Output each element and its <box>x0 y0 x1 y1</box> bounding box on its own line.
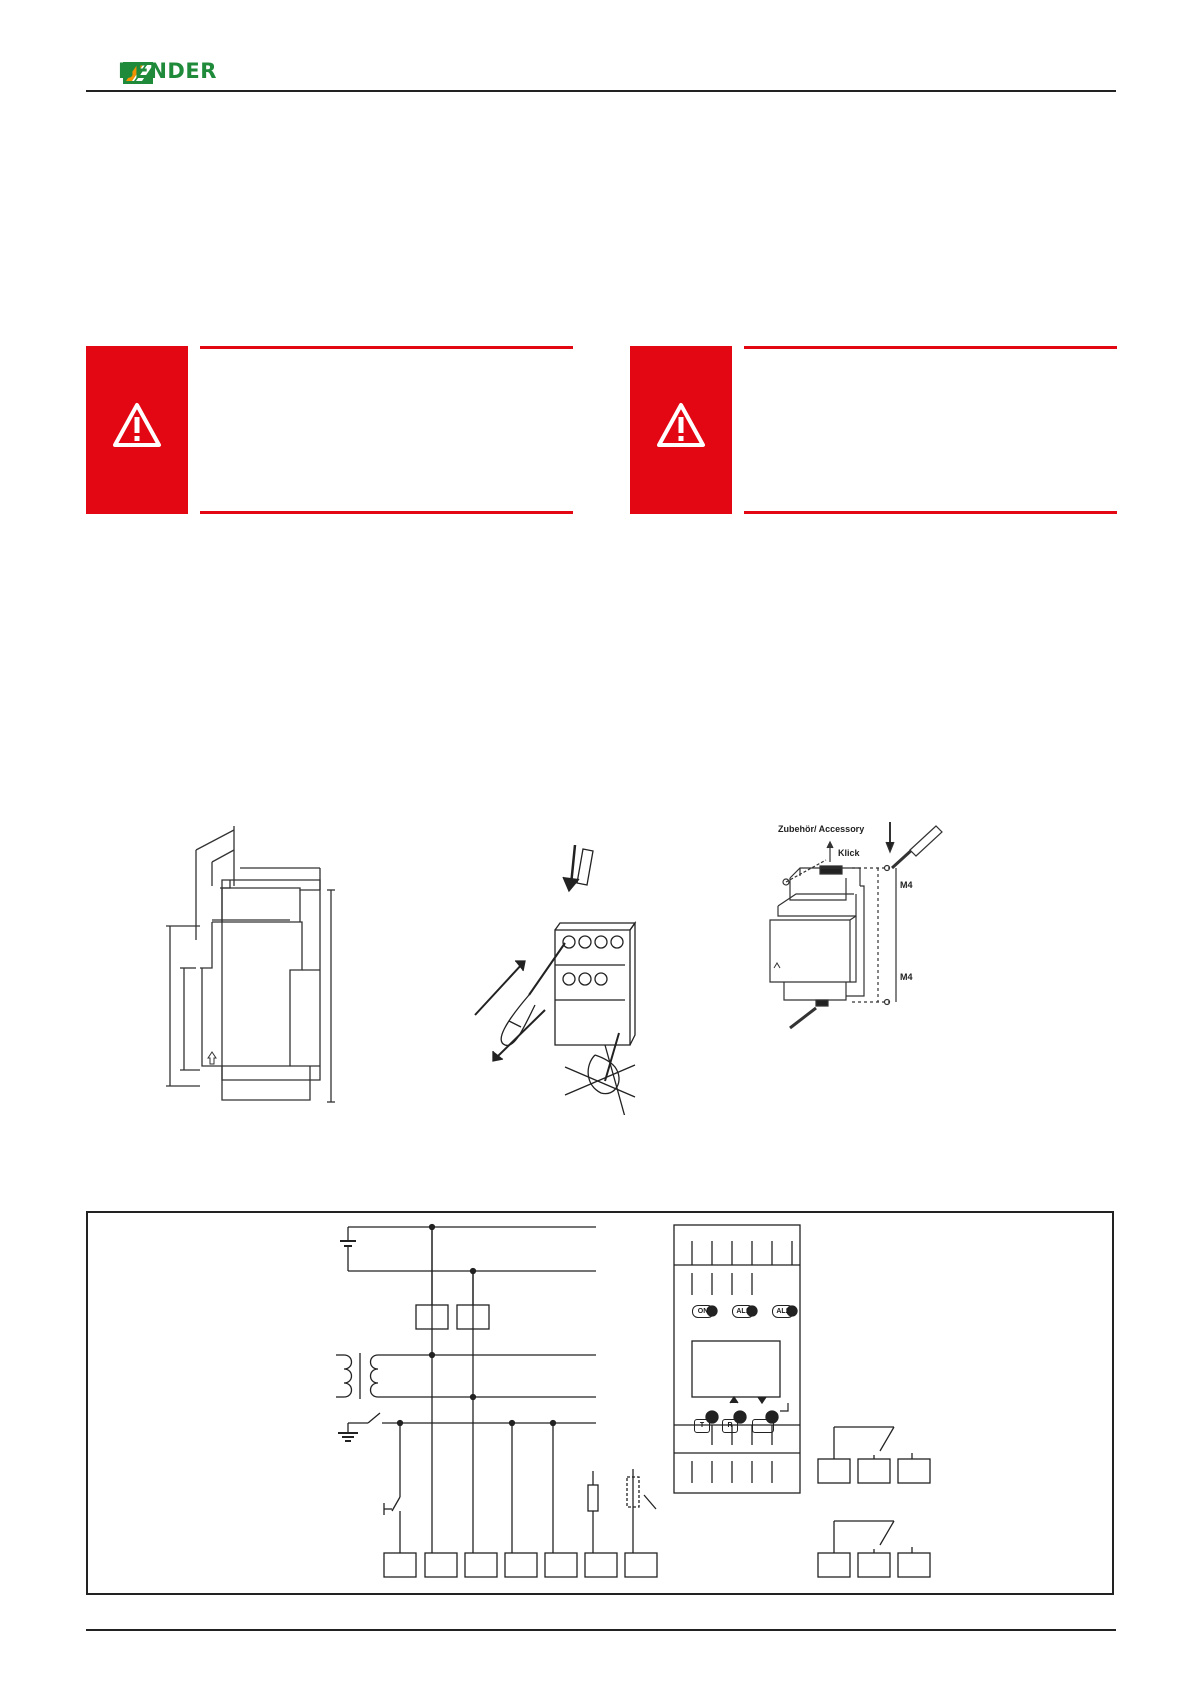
warning-triangle-icon <box>656 402 706 448</box>
reset-button[interactable]: R <box>722 1419 738 1433</box>
terminal-connection-drawing <box>465 845 685 1115</box>
warning-rule-top-left <box>200 346 573 349</box>
warning-rule-bottom-right <box>744 511 1117 514</box>
warning-box-left <box>86 346 188 514</box>
enter-button[interactable] <box>752 1419 774 1433</box>
led-al1-label: AL1 <box>732 1305 754 1318</box>
warning-box-right <box>630 346 732 514</box>
screw-label-top: M4 <box>900 880 913 890</box>
mounting-drawing <box>760 820 950 1110</box>
wiring-diagram <box>86 1211 1114 1595</box>
brand-name: BENDER <box>118 59 217 83</box>
led-on-label: ON <box>692 1305 714 1318</box>
warning-rule-bottom-left <box>200 511 573 514</box>
test-button[interactable]: T <box>694 1419 710 1433</box>
accessory-label: Zubehör/ Accessory <box>778 824 865 834</box>
warning-rule-top-right <box>744 346 1117 349</box>
click-label: Klick <box>838 848 860 858</box>
warning-triangle-icon <box>112 402 162 448</box>
header-rule <box>86 90 1116 92</box>
led-al2-label: AL2 <box>772 1305 794 1318</box>
footer-rule <box>86 1629 1116 1631</box>
dimension-drawing <box>160 820 350 1120</box>
screw-label-bottom: M4 <box>900 972 913 982</box>
